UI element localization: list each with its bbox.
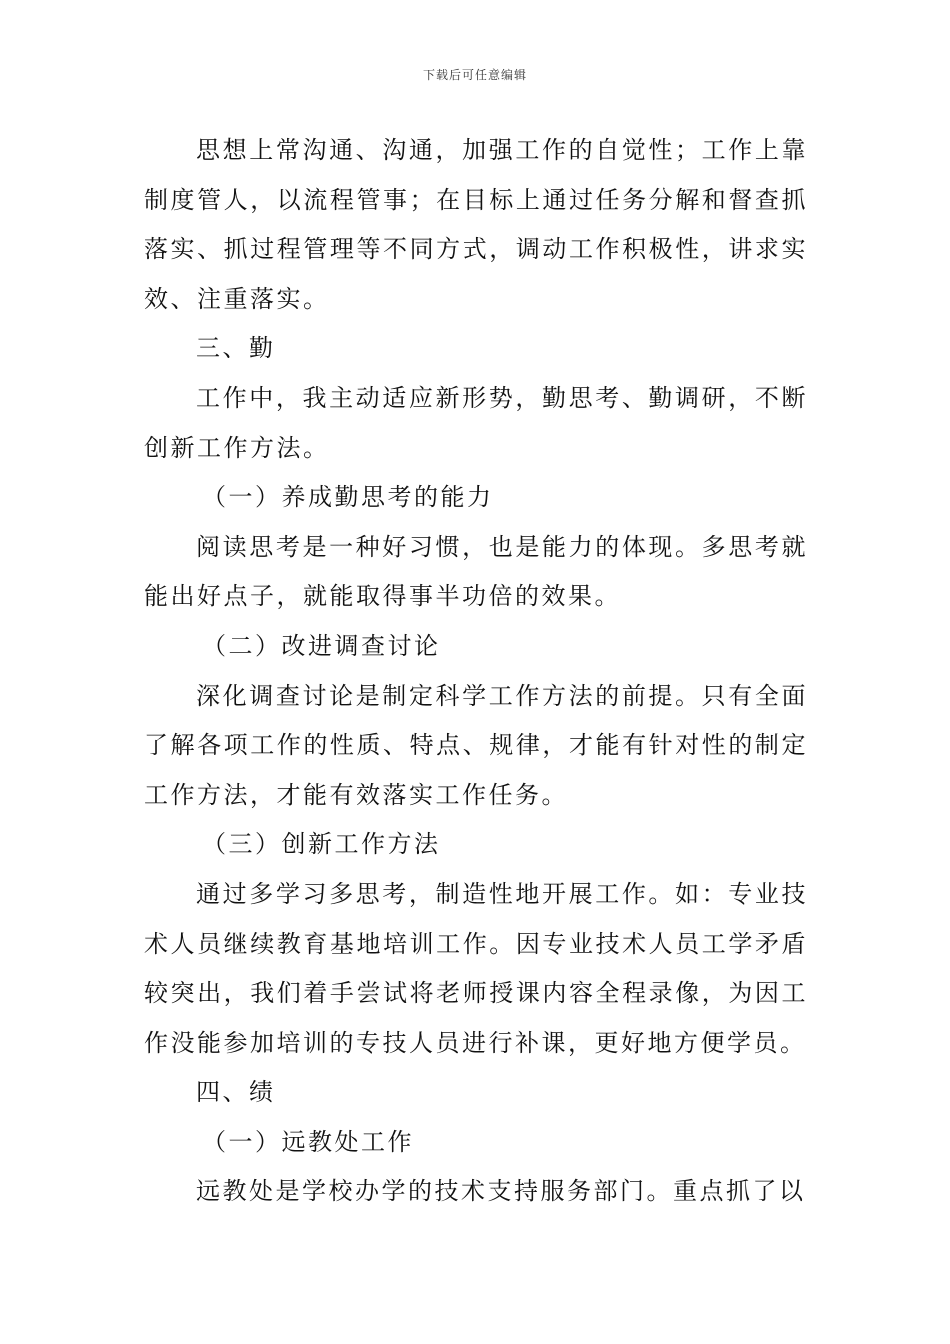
section-heading-achievements: 四、绩	[196, 1078, 276, 1107]
paragraph-innovation-example: 通过多学习多思考，制造性地开展工作。如：专业技术人员继续教育基地培训工作。因专业技术人员工学矛盾较突出，我们着手尝试将老师授课内容全程录像，为因工作没能参加培训的专技人员进行补课，更好地方便学员。	[144, 879, 808, 1057]
paragraph-diligence-intro: 工作中，我主动适应新形势，勤思考、勤调研，不断创新工作方法。	[144, 383, 808, 462]
subheading-innovate-methods: （三）创新工作方法	[202, 830, 441, 859]
document-body	[144, 126, 808, 1217]
page-header-note: 下载后可任意编辑	[422, 68, 527, 82]
paragraph-distance-education: 远教处是学校办学的技术支持服务部门。重点抓了以	[196, 1177, 806, 1206]
paragraph-communication: 思想上常沟通、沟通，加强工作的自觉性；工作上靠制度管人，以流程管事；在目标上通过任务分解和督查抓落实、抓过程管理等不同方式，调动工作积极性，讲求实效、注重落实。	[144, 136, 808, 313]
paragraph-reading-thinking: 阅读思考是一种好习惯，也是能力的体现。多思考就能出好点子，就能取得事半功倍的效果。	[144, 532, 808, 611]
section-heading-diligence: 三、勤	[196, 334, 276, 363]
subheading-distance-education: （一）远教处工作	[202, 1127, 414, 1156]
paragraph-deepen-research: 深化调查讨论是制定科学工作方法的前提。只有全面了解各项工作的性质、特点、规律，才能有针对性的制定工作方法，才能有效落实工作任务。	[144, 681, 808, 809]
subheading-improve-research: （二）改进调查讨论	[202, 631, 441, 660]
subheading-thinking-ability: （一）养成勤思考的能力	[202, 483, 494, 512]
